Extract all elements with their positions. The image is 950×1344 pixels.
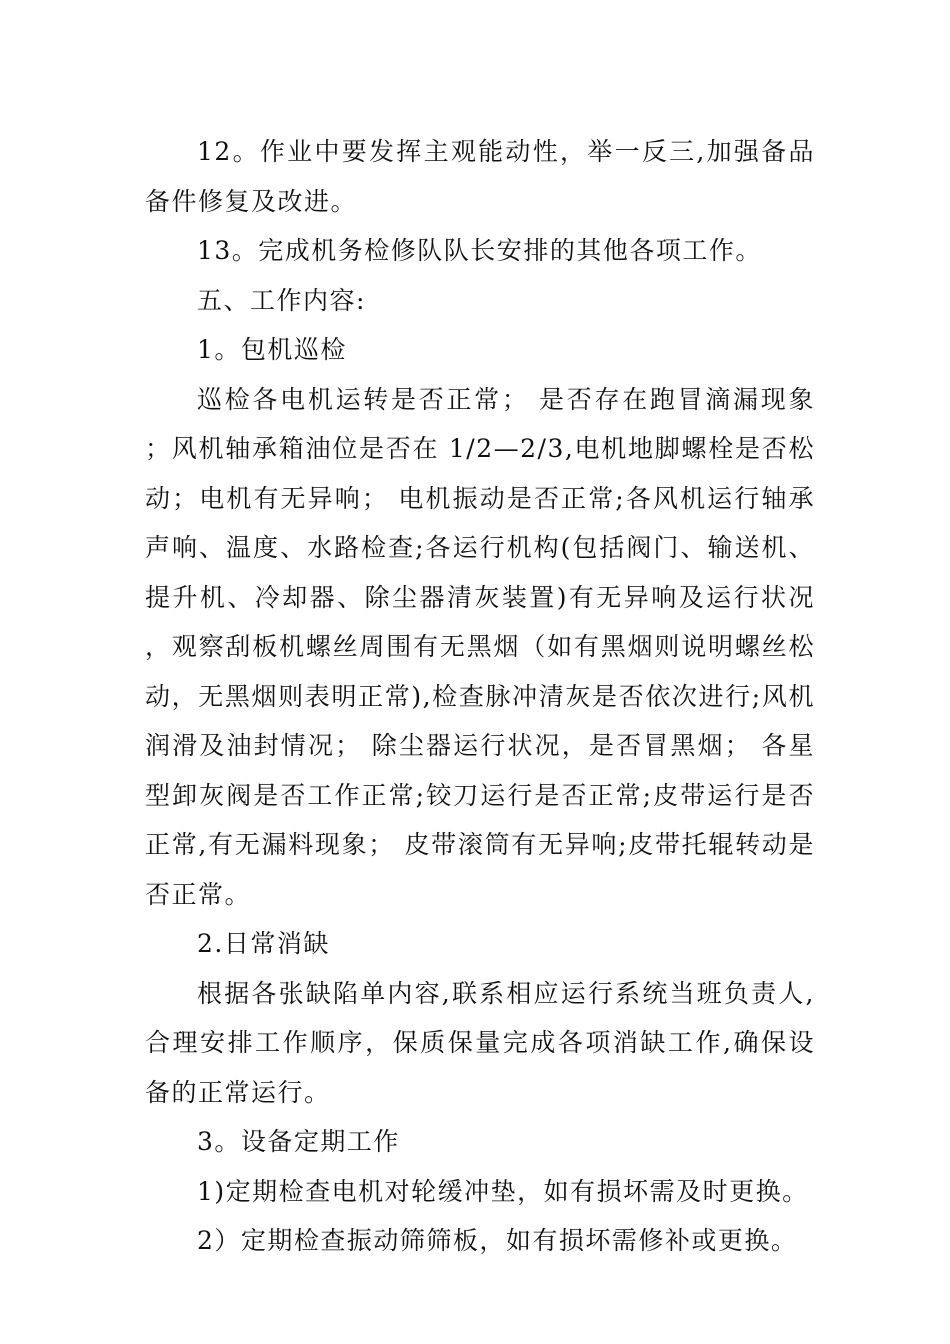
subheading-periodic-work: 3。设备定期工作 bbox=[197, 1127, 400, 1156]
paragraph-defect-elimination: 根据各张缺陷单内容,联系相应运行系统当班负责人,合理安排工作顺序，保质保量完成各项消缺工作,确保设备的正常运行。 bbox=[145, 978, 815, 1107]
paragraph-item-12: 12。作业中要发挥主观能动性，举一反三,加强备品备件修复及改进。 bbox=[145, 137, 815, 216]
paragraph-inspection-details: 巡检各电机运转是否正常； 是否存在跑冒滴漏现象；风机轴承箱油位是否在 1/2—2/3,电机地脚螺栓是否松动；电机有无异响； 电机振动是否正常;各风机运行轴承声响、温度、水路检查;各运行机构(包括阀门、输送机、提升机、冷却器、除尘器清灰装置)有无异响及运行状况，观察刮板机螺丝周围有无黑烟（如有黑烟则说明螺丝松动，无黑烟则表明正常),检查脉冲清灰是否依次进行;风机润滑及油封情况； 除尘器运行状况，是否冒黑烟； 各星型卸灰阀是否工作正常;铰刀运行是否正常;皮带运行是否正常,有无漏料现象； 皮带滚筒有无异响;皮带托辊转动是否正常。 bbox=[145, 384, 815, 909]
list-item-periodic-1: 1)定期检查电机对轮缓冲垫，如有损坏需及时更换。 bbox=[197, 1176, 809, 1206]
paragraph-item-13: 13。完成机务检修队队长安排的其他各项工作。 bbox=[197, 236, 762, 265]
section-heading-work-content: 五、工作内容: bbox=[197, 285, 366, 315]
list-item-periodic-2: 2）定期检查振动筛筛板，如有损坏需修补或更换。 bbox=[197, 1226, 798, 1255]
subheading-daily-defect-elimination: 2.日常消缺 bbox=[197, 929, 330, 958]
document-body bbox=[145, 127, 815, 1266]
subheading-inspection: 1。包机巡检 bbox=[197, 335, 347, 364]
